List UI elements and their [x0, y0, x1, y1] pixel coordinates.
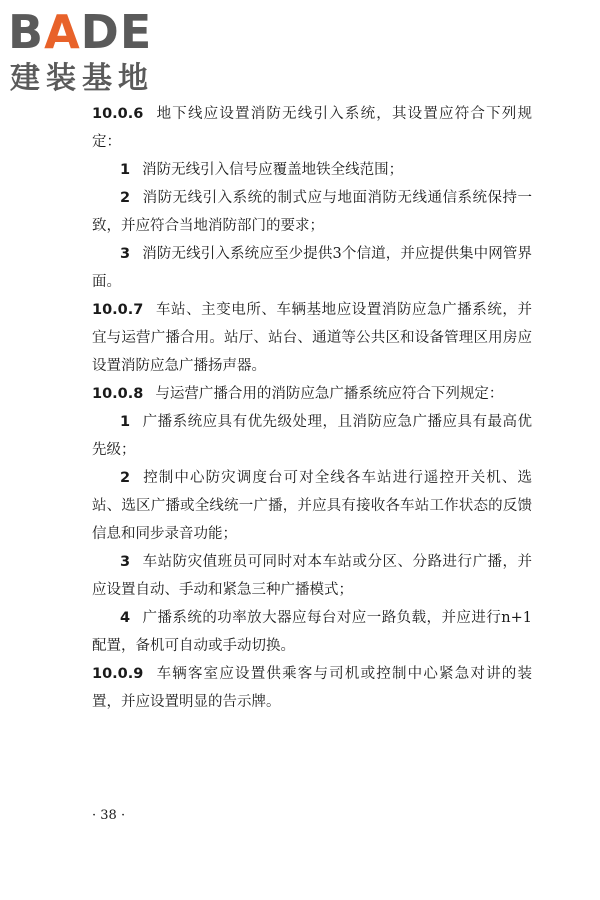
clause-text: 地下线应设置消防无线引入系统，其设置应符合下列规定： [92, 106, 532, 150]
clause-text: 车站、主变电所、车辆基地应设置消防应急广播系统，并宜与运营广播合用。站厅、站台、通道等公共区和设备管理区用房应设置消防应急广播扬声器。 [92, 302, 532, 374]
item-number: 2 [120, 190, 131, 206]
clause-item [92, 184, 532, 240]
clause-text: 与运营广播合用的消防应急广播系统应符合下列规定： [155, 386, 504, 402]
clause-10-0-6 [92, 100, 532, 156]
clause-item [92, 604, 532, 660]
item-text: 消防无线引入信号应覆盖地铁全线范围； [142, 162, 404, 178]
clause-item [92, 408, 532, 464]
logo-letters-de: DE [80, 5, 153, 59]
clause-item [92, 464, 532, 548]
clause-number: 10.0.6 [92, 106, 144, 122]
clause-item [92, 156, 532, 184]
logo-letter-b: B [8, 5, 45, 59]
item-text: 消防无线引入系统应至少提供3个信道，并应提供集中网管界面。 [92, 246, 532, 290]
item-text: 控制中心防灾调度台可对全线各车站进行遥控开关机、选站、选区广播或全线统一广播，并应具有接收各车站工作状态的反馈信息和同步录音功能； [92, 470, 532, 542]
clause-text: 车辆客室应设置供乘客与司机或控制中心紧急对讲的装置，并应设置明显的告示牌。 [92, 666, 532, 710]
item-number: 3 [120, 246, 131, 262]
item-text: 广播系统应具有优先级处理，且消防应急广播应具有最高优先级； [92, 414, 532, 458]
item-text: 消防无线引入系统的制式应与地面消防无线通信系统保持一致，并应符合当地消防部门的要求； [92, 190, 532, 234]
logo-wordmark [8, 6, 152, 58]
item-text: 车站防灾值班员可同时对本车站或分区、分路进行广播，并应设置自动、手动和紧急三种广播模式； [92, 554, 532, 598]
clause-number: 10.0.9 [92, 666, 144, 682]
bade-logo [8, 6, 178, 96]
item-text: 广播系统的功率放大器应每台对应一路负载，并应进行n+1配置，备机可自动或手动切换。 [92, 610, 532, 654]
clause-10-0-7 [92, 296, 532, 380]
item-number: 3 [120, 554, 131, 570]
clause-item [92, 240, 532, 296]
item-number: 1 [120, 162, 131, 178]
clause-10-0-9 [92, 660, 532, 716]
clause-10-0-8 [92, 380, 532, 408]
logo-letter-a: A [44, 5, 81, 59]
item-number: 1 [120, 414, 131, 430]
item-number: 2 [120, 470, 131, 486]
clause-number: 10.0.7 [92, 302, 144, 318]
clause-item [92, 548, 532, 604]
page-number: · 38 · [92, 808, 126, 823]
item-number: 4 [120, 610, 131, 626]
clause-number: 10.0.8 [92, 386, 144, 402]
document-body [92, 100, 532, 716]
logo-subtitle: 建装基地 [10, 61, 154, 96]
